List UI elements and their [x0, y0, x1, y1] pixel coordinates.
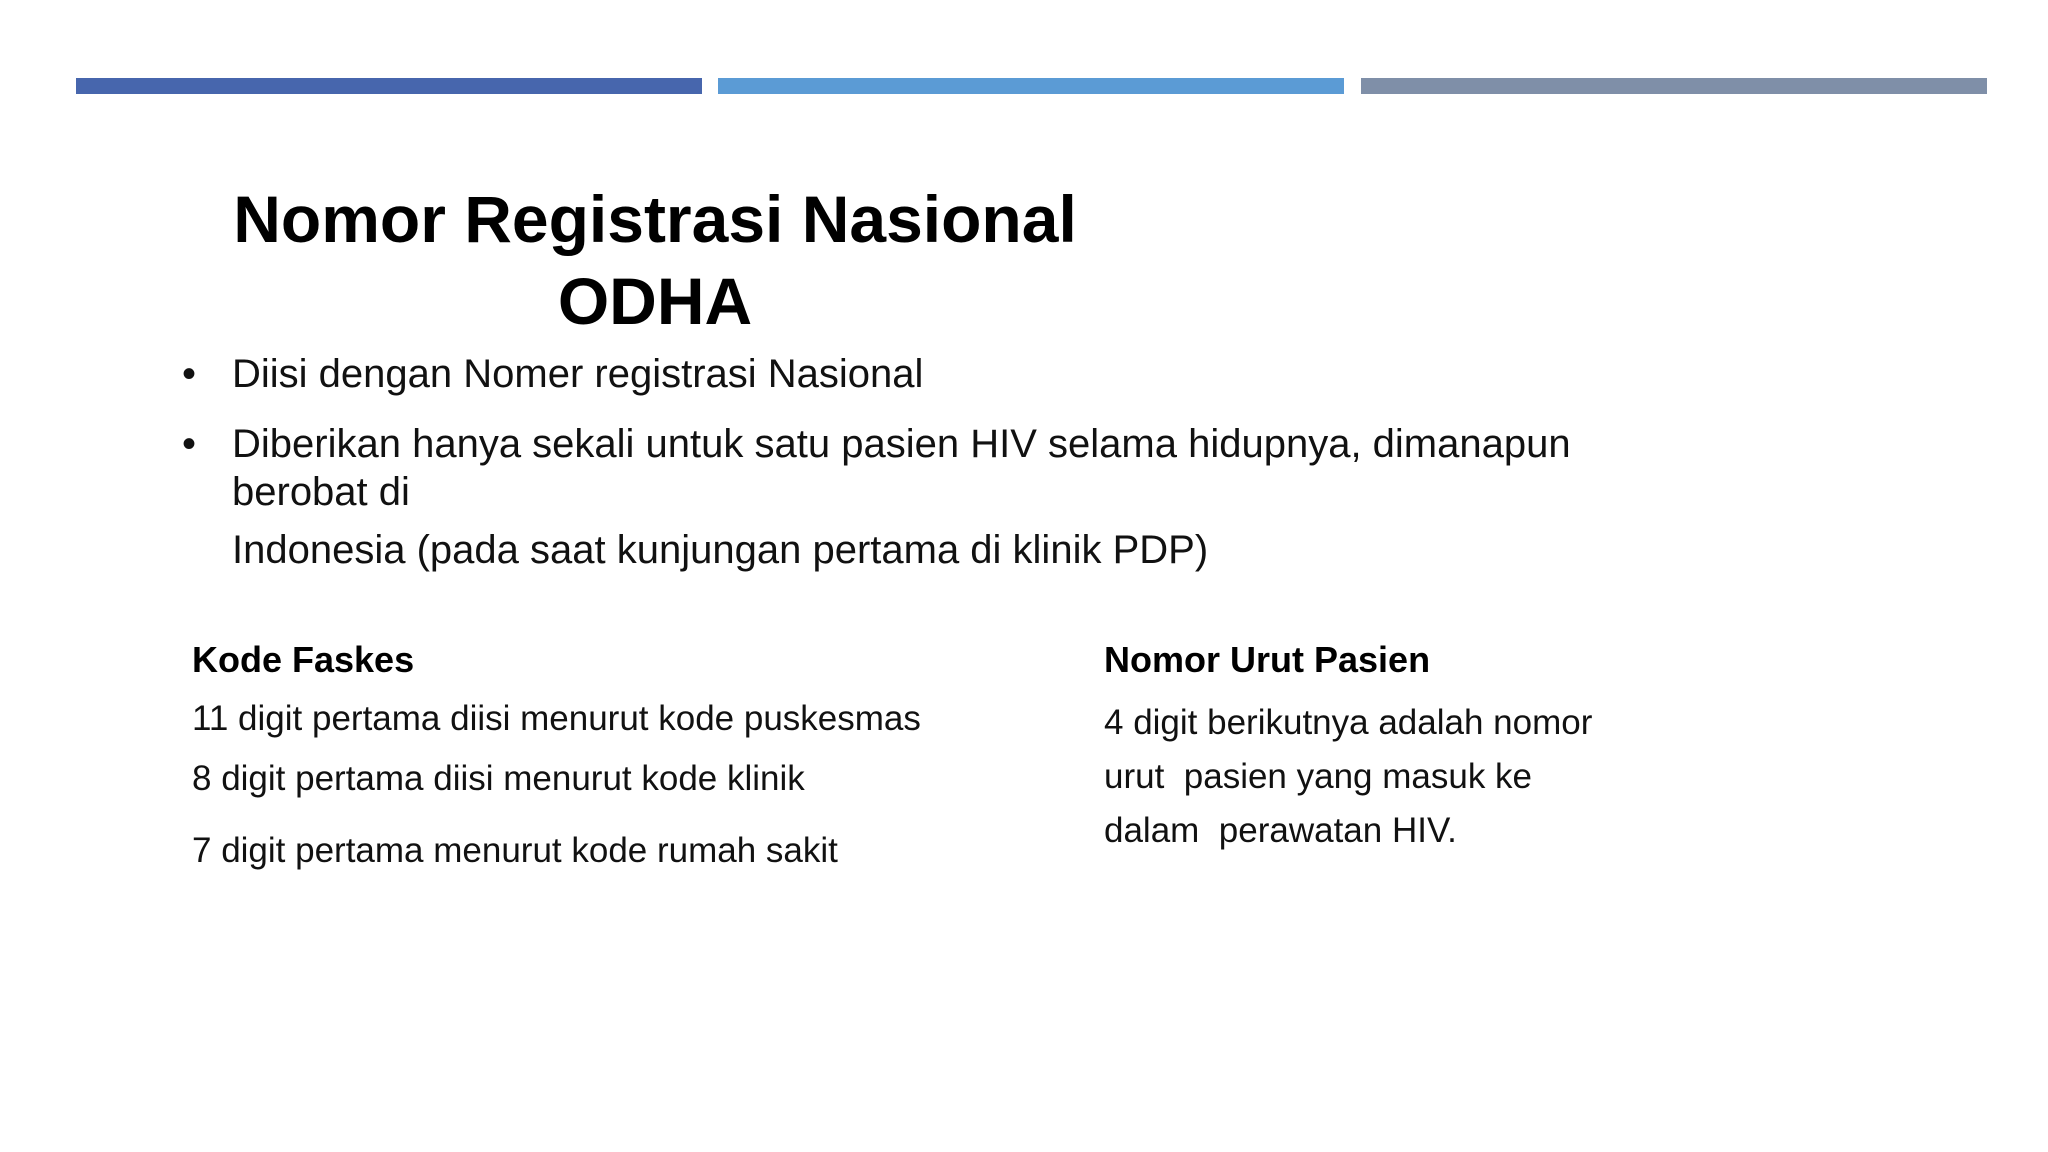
- kode-faskes-heading: Kode Faskes: [192, 639, 415, 680]
- bullet-item-2: [182, 420, 1742, 574]
- slide-title-line-2: ODHA: [557, 264, 753, 338]
- slide-title: [205, 178, 1105, 342]
- nomor-urut-column: [1104, 638, 1724, 858]
- bullet-item-2-line-1: Diberikan hanya sekali untuk satu pasien HIV selama hidupnya, dimanapun: [232, 422, 1571, 466]
- nomor-urut-line-1: 4 digit berikutnya adalah nomor: [1104, 703, 1593, 742]
- nomor-urut-line-3: dalam perawatan HIV.: [1104, 811, 1457, 850]
- bullet-item-2-line-3: Indonesia (pada saat kunjungan pertama di klinik PDP): [232, 528, 1209, 572]
- kode-faskes-puskesmas-text: 11 digit pertama diisi menurut kode puskesmas: [192, 699, 921, 738]
- bullet-item-1: [182, 350, 1742, 398]
- header-accent-bar-3: [1361, 78, 1987, 94]
- kode-faskes-klinik-text: 8 digit pertama diisi menurut kode klinik: [192, 759, 805, 798]
- slide-title-line-1: Nomor Registrasi Nasional: [233, 182, 1077, 256]
- bullet-item-1-text: Diisi dengan Nomer registrasi Nasional: [232, 352, 924, 396]
- nomor-urut-line-2: urut pasien yang masuk ke: [1104, 757, 1533, 796]
- kode-faskes-column: [192, 638, 952, 874]
- bullet-marker: •: [182, 352, 197, 396]
- kode-faskes-rumah-sakit-text: 7 digit pertama menurut kode rumah sakit: [192, 831, 838, 870]
- header-accent-bar-1: [76, 78, 702, 94]
- bullet-list: [182, 350, 1742, 574]
- bullet-item-2-line-2: berobat di: [232, 470, 410, 514]
- bullet-marker: •: [182, 422, 197, 466]
- header-accent-bar-2: [718, 78, 1344, 94]
- nomor-urut-heading: Nomor Urut Pasien: [1104, 639, 1431, 680]
